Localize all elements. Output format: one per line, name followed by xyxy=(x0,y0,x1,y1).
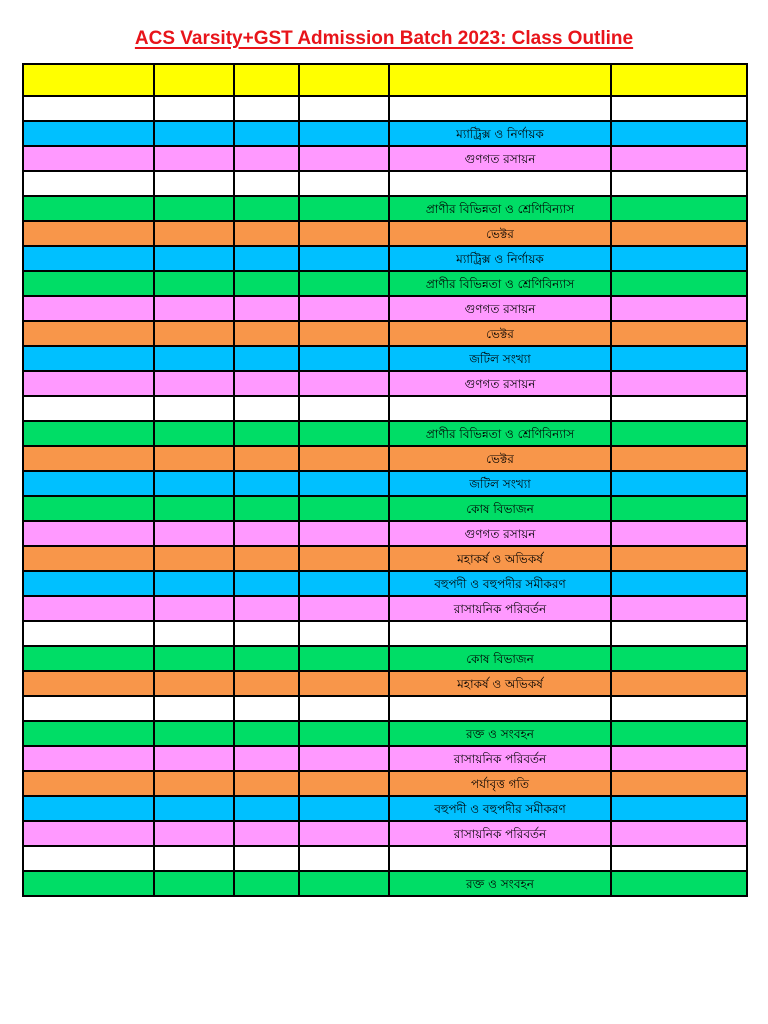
table-cell xyxy=(23,421,154,446)
table-cell xyxy=(234,446,299,471)
table-cell xyxy=(23,621,154,646)
table-row xyxy=(23,796,747,821)
table-cell xyxy=(23,646,154,671)
topic-cell: গুণগত রসায়ন xyxy=(389,371,611,396)
topic-cell: গুণগত রসায়ন xyxy=(389,296,611,321)
table-cell xyxy=(299,271,389,296)
table-cell xyxy=(611,646,747,671)
table-cell xyxy=(23,521,154,546)
table-cell xyxy=(154,421,234,446)
table-cell xyxy=(23,171,154,196)
table-cell xyxy=(23,771,154,796)
table-cell xyxy=(234,696,299,721)
table-cell xyxy=(154,521,234,546)
topic-cell: প্রাণীর বিভিন্নতা ও শ্রেণিবিন্যাস xyxy=(389,271,611,296)
table-cell xyxy=(234,546,299,571)
topic-cell: প্রাণীর বিভিন্নতা ও শ্রেণিবিন্যাস xyxy=(389,196,611,221)
table-cell xyxy=(154,471,234,496)
table-cell xyxy=(23,296,154,321)
table-cell xyxy=(154,696,234,721)
table-cell xyxy=(611,471,747,496)
table-row xyxy=(23,321,747,346)
table-cell xyxy=(234,521,299,546)
table-cell xyxy=(154,546,234,571)
table-cell xyxy=(611,196,747,221)
header-cell xyxy=(23,64,154,96)
table-row xyxy=(23,396,747,421)
table-cell xyxy=(154,496,234,521)
table-cell xyxy=(154,621,234,646)
topic-cell: জটিল সংখ্যা xyxy=(389,471,611,496)
table-cell xyxy=(154,246,234,271)
table-cell xyxy=(611,546,747,571)
table-row xyxy=(23,721,747,746)
table-cell xyxy=(299,471,389,496)
table-cell xyxy=(234,571,299,596)
table-cell xyxy=(154,796,234,821)
table-cell xyxy=(154,96,234,121)
page-title: ACS Varsity+GST Admission Batch 2023: Class Outline xyxy=(134,28,634,49)
table-row xyxy=(23,571,747,596)
table-cell xyxy=(23,821,154,846)
table-row xyxy=(23,871,747,896)
table-row xyxy=(23,471,747,496)
table-cell xyxy=(154,271,234,296)
table-cell xyxy=(611,596,747,621)
table-row xyxy=(23,846,747,871)
table-cell xyxy=(23,271,154,296)
table-cell xyxy=(299,96,389,121)
table-cell xyxy=(299,421,389,446)
topic-cell: রাসায়নিক পরিবর্তন xyxy=(389,821,611,846)
topic-cell: গুণগত রসায়ন xyxy=(389,521,611,546)
table-row xyxy=(23,246,747,271)
topic-cell: মহাকর্ষ ও অভিকর্ষ xyxy=(389,671,611,696)
topic-cell: বহুপদী ও বহুপদীর সমীকরণ xyxy=(389,571,611,596)
table-cell xyxy=(299,671,389,696)
table-cell xyxy=(23,496,154,521)
topic-cell: বহুপদী ও বহুপদীর সমীকরণ xyxy=(389,796,611,821)
table-cell xyxy=(234,296,299,321)
table-cell xyxy=(154,196,234,221)
table-cell xyxy=(23,321,154,346)
table-cell xyxy=(23,546,154,571)
topic-cell: কোষ বিভাজন xyxy=(389,496,611,521)
table-cell xyxy=(299,246,389,271)
table-cell xyxy=(23,246,154,271)
table-cell xyxy=(299,571,389,596)
table-row xyxy=(23,171,747,196)
table-cell xyxy=(234,596,299,621)
table-row xyxy=(23,296,747,321)
table-cell xyxy=(299,746,389,771)
table-cell xyxy=(154,596,234,621)
table-cell xyxy=(23,96,154,121)
table-cell xyxy=(154,121,234,146)
topic-cell: পর্যাবৃত্ত গতি xyxy=(389,771,611,796)
topic-cell: জটিল সংখ্যা xyxy=(389,346,611,371)
table-cell xyxy=(299,871,389,896)
table-cell xyxy=(234,96,299,121)
table-cell xyxy=(154,321,234,346)
table-cell xyxy=(234,771,299,796)
table-cell xyxy=(234,646,299,671)
table-cell xyxy=(299,721,389,746)
table-row xyxy=(23,821,747,846)
table-cell xyxy=(611,496,747,521)
topic-cell xyxy=(389,96,611,121)
topic-cell: ম্যাট্রিক্স ও নির্ণায়ক xyxy=(389,121,611,146)
table-cell xyxy=(23,571,154,596)
table-cell xyxy=(23,396,154,421)
table-cell xyxy=(23,746,154,771)
table-cell xyxy=(299,521,389,546)
header-cell xyxy=(611,64,747,96)
table-cell xyxy=(611,821,747,846)
table-cell xyxy=(611,271,747,296)
table-cell xyxy=(299,196,389,221)
table-cell xyxy=(234,796,299,821)
table-cell xyxy=(611,621,747,646)
table-cell xyxy=(154,371,234,396)
table-cell xyxy=(299,546,389,571)
table-cell xyxy=(154,146,234,171)
topic-cell: মহাকর্ষ ও অভিকর্ষ xyxy=(389,546,611,571)
table-cell xyxy=(611,421,747,446)
topic-cell: ম্যাট্রিক্স ও নির্ণায়ক xyxy=(389,246,611,271)
table-cell xyxy=(154,296,234,321)
table-cell xyxy=(611,396,747,421)
table-cell xyxy=(23,696,154,721)
table-cell xyxy=(23,846,154,871)
table-row xyxy=(23,196,747,221)
table-cell xyxy=(234,371,299,396)
table-cell xyxy=(154,746,234,771)
table-cell xyxy=(234,246,299,271)
table-cell xyxy=(234,496,299,521)
table-row xyxy=(23,271,747,296)
table-cell xyxy=(611,746,747,771)
table-row xyxy=(23,371,747,396)
table-cell xyxy=(299,621,389,646)
table-cell xyxy=(154,646,234,671)
topic-cell: গুণগত রসায়ন xyxy=(389,146,611,171)
topic-cell: ভেক্টর xyxy=(389,321,611,346)
topic-cell: রাসায়নিক পরিবর্তন xyxy=(389,596,611,621)
table-cell xyxy=(611,571,747,596)
table-cell xyxy=(154,446,234,471)
table-cell xyxy=(611,696,747,721)
table-row xyxy=(23,621,747,646)
table-cell xyxy=(23,596,154,621)
table-cell xyxy=(234,196,299,221)
header-cell xyxy=(299,64,389,96)
table-cell xyxy=(234,271,299,296)
table-cell xyxy=(234,721,299,746)
table-cell xyxy=(234,821,299,846)
table-cell xyxy=(23,346,154,371)
table-cell xyxy=(611,96,747,121)
table-row xyxy=(23,146,747,171)
table-row xyxy=(23,421,747,446)
table-cell xyxy=(154,771,234,796)
table-cell xyxy=(299,446,389,471)
table-cell xyxy=(154,571,234,596)
table-cell xyxy=(611,146,747,171)
table-cell xyxy=(23,121,154,146)
table-cell xyxy=(299,696,389,721)
table-cell xyxy=(299,121,389,146)
table-cell xyxy=(234,146,299,171)
table-cell xyxy=(611,346,747,371)
table-cell xyxy=(611,246,747,271)
table-cell xyxy=(234,396,299,421)
topic-cell xyxy=(389,396,611,421)
table-cell xyxy=(611,796,747,821)
table-cell xyxy=(299,846,389,871)
table-cell xyxy=(234,321,299,346)
topic-cell: কোষ বিভাজন xyxy=(389,646,611,671)
table-cell xyxy=(611,721,747,746)
header-cell xyxy=(389,64,611,96)
table-cell xyxy=(611,671,747,696)
table-cell xyxy=(299,321,389,346)
table-cell xyxy=(154,846,234,871)
table-cell xyxy=(299,296,389,321)
table-cell xyxy=(611,321,747,346)
table-cell xyxy=(611,871,747,896)
table-row xyxy=(23,646,747,671)
table-cell xyxy=(23,796,154,821)
topic-cell: রক্ত ও সংবহন xyxy=(389,871,611,896)
table-row xyxy=(23,521,747,546)
table-cell xyxy=(299,146,389,171)
topic-cell: রক্ত ও সংবহন xyxy=(389,721,611,746)
table-cell xyxy=(23,371,154,396)
table-cell xyxy=(23,446,154,471)
table-cell xyxy=(154,821,234,846)
topic-cell xyxy=(389,696,611,721)
topic-cell: ভেক্টর xyxy=(389,221,611,246)
table-row xyxy=(23,696,747,721)
topic-cell xyxy=(389,846,611,871)
table-cell xyxy=(299,371,389,396)
table-cell xyxy=(23,471,154,496)
table-cell xyxy=(299,171,389,196)
table-cell xyxy=(154,346,234,371)
topic-cell: ভেক্টর xyxy=(389,446,611,471)
table-cell xyxy=(23,221,154,246)
table-row xyxy=(23,221,747,246)
table-cell xyxy=(154,396,234,421)
topic-cell: রাসায়নিক পরিবর্তন xyxy=(389,746,611,771)
table-cell xyxy=(234,746,299,771)
topic-cell xyxy=(389,171,611,196)
class-outline-table xyxy=(22,63,748,897)
table-row xyxy=(23,496,747,521)
table-cell xyxy=(611,521,747,546)
table-cell xyxy=(23,721,154,746)
table-cell xyxy=(234,471,299,496)
table-cell xyxy=(611,171,747,196)
table-cell xyxy=(23,196,154,221)
table-cell xyxy=(234,671,299,696)
table-cell xyxy=(611,221,747,246)
table-row xyxy=(23,671,747,696)
table-cell xyxy=(611,846,747,871)
topic-cell xyxy=(389,621,611,646)
table-cell xyxy=(234,121,299,146)
table-cell xyxy=(234,871,299,896)
table-row xyxy=(23,96,747,121)
header-cell xyxy=(234,64,299,96)
table-cell xyxy=(611,446,747,471)
table-cell xyxy=(154,871,234,896)
table-cell xyxy=(299,596,389,621)
table-cell xyxy=(23,671,154,696)
table-cell xyxy=(234,221,299,246)
table-cell xyxy=(154,721,234,746)
table-cell xyxy=(23,146,154,171)
table-cell xyxy=(154,221,234,246)
table-cell xyxy=(23,871,154,896)
table-cell xyxy=(234,846,299,871)
class-outline-body xyxy=(23,64,747,896)
table-cell xyxy=(299,796,389,821)
table-cell xyxy=(234,421,299,446)
table-row xyxy=(23,746,747,771)
topic-cell: প্রাণীর বিভিন্নতা ও শ্রেণিবিন্যাস xyxy=(389,421,611,446)
table-cell xyxy=(611,771,747,796)
table-row xyxy=(23,121,747,146)
table-cell xyxy=(299,771,389,796)
table-cell xyxy=(611,296,747,321)
table-cell xyxy=(299,496,389,521)
table-cell xyxy=(154,171,234,196)
table-cell xyxy=(299,821,389,846)
table-cell xyxy=(234,171,299,196)
table-cell xyxy=(611,371,747,396)
header-cell xyxy=(154,64,234,96)
table-cell xyxy=(154,671,234,696)
table-row xyxy=(23,446,747,471)
table-cell xyxy=(234,346,299,371)
table-row xyxy=(23,546,747,571)
table-cell xyxy=(299,396,389,421)
header-row xyxy=(23,64,747,96)
table-row xyxy=(23,596,747,621)
table-cell xyxy=(234,621,299,646)
table-row xyxy=(23,771,747,796)
table-cell xyxy=(299,346,389,371)
table-row xyxy=(23,346,747,371)
table-cell xyxy=(299,646,389,671)
table-cell xyxy=(299,221,389,246)
table-cell xyxy=(611,121,747,146)
